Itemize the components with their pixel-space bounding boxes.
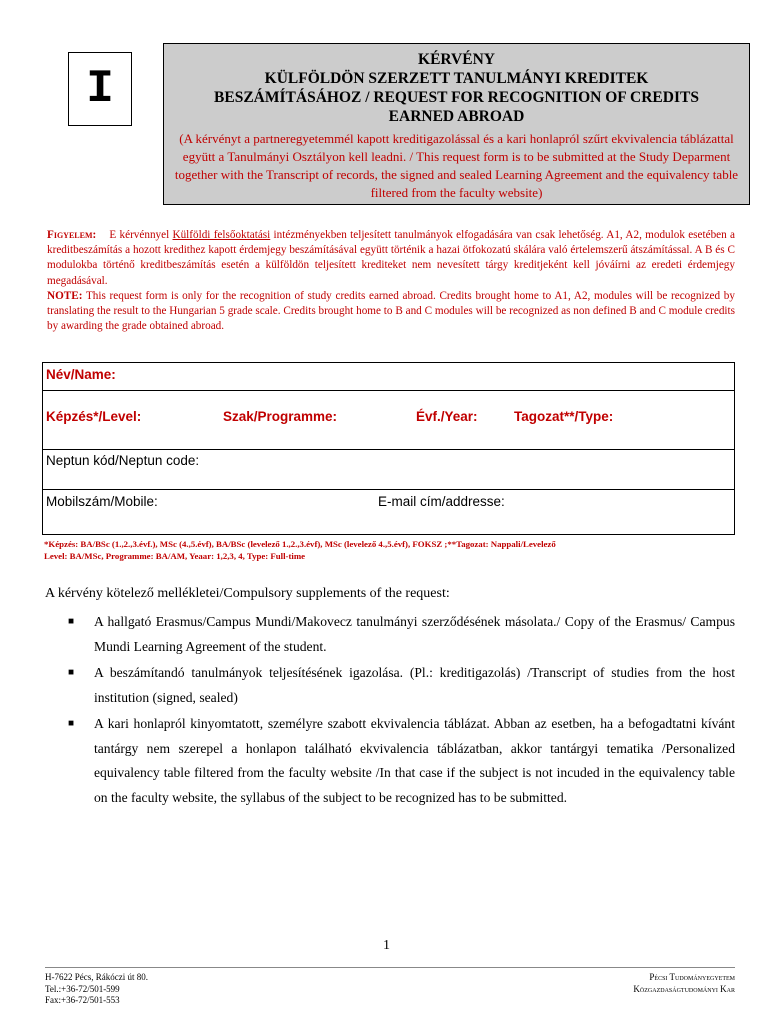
name-field-label: Név/Name: <box>46 367 116 382</box>
footer-university: Pécsi Tudományegyetem <box>649 972 735 982</box>
form-divider <box>43 489 734 490</box>
submission-instructions: (A kérvényt a partneregyetemmél kapott kreditigazolással és a kari honlapról szűrt ekvivalencia táblázattal együtt a Tanulmányi Osztályon kell leadni. / This request form is to be submitted at the Study Deparment together with the Transcript of records, the signed and sealed Learning Agreement and the equivalency table filtered from the faculty website) <box>174 131 739 200</box>
type-field-label: Tagozat**/Type: <box>514 409 614 424</box>
note-text: This request form is only for the recognition of study credits earned abroad. Credits brought home to A1, A2, modules will be recognized by translating the result to the Hungarian 5 grade scale. Credits brought home to B and C modules will be recognized as non defined B and C module credits by awarding the grade obtained abroad. <box>47 289 735 333</box>
warning-link-text[interactable]: Külföldi felsőoktatási <box>172 229 271 241</box>
warning-paragraph <box>47 228 735 334</box>
title-line: KÉRVÉNY <box>418 51 495 68</box>
list-item-text: A kari honlapról kinyomtatott, személyre szabott ekvivalencia táblázat. Abban az esetben, ha a befogadtatni kívánt tantárgy nem szerepel a honlapon található ekvivalencia táblázatban, akkor tantárgyi tematika /Personalized equivalency table filtered from the faculty website /In that case if the subject is not incuded in the equivalency table on the faculty website, the syllabus of the subject to be recognized has to be submitted. <box>94 716 735 805</box>
list-item <box>68 610 735 659</box>
email-field-label: E-mail cím/addresse: <box>378 494 505 509</box>
supplements-title: A kérvény kötelező mellékletei/Compulsory supplements of the request: <box>45 586 450 601</box>
warning-text-before: E kérvénnyel <box>109 229 173 241</box>
programme-field-label: Szak/Programme: <box>223 409 338 424</box>
bullet-square-icon: ■ <box>68 667 75 678</box>
footnote-line: Level: BA/MSc, Programme: BA/AM, Yeaar: 1,2,3, 4, Type: Full-time <box>44 551 306 561</box>
page-number: 1 <box>383 938 390 953</box>
footnote-line: *Képzés: BA/BSc (1.,2.,3.évf.), MSc (4.,5.évf), BA/BSc (levelező 1.,2.,3.évf), MSc (levelező 4.,5.évf), FOKSZ ;**Tagozat: Nappali/Levelező <box>44 539 556 549</box>
title-box <box>163 43 750 205</box>
bullet-square-icon: ■ <box>68 718 75 729</box>
list-item <box>68 661 735 710</box>
student-data-box <box>42 362 735 535</box>
form-code-badge: I <box>68 52 132 126</box>
warning-label: Figyelem: <box>47 229 97 241</box>
neptun-field-label: Neptun kód/Neptun code: <box>46 453 200 468</box>
mobile-field-label: Mobilszám/Mobile: <box>46 494 158 509</box>
year-field-label: Évf./Year: <box>416 409 478 424</box>
note-label: NOTE: <box>47 289 83 302</box>
warning-text-after: intézményekben teljesített tanulmányok elfogadására van csak lehetőség. A1, A2, modulok esetében a kreditbeszámítás a hozott kredithez kapott érdemjegy beszámításával együtt történik a hazai ötfokozatú skálára való értelemszerű átszámítással. A B és C modulokba történő kreditbeszámítás esetén a külföldön teljesített krediteket nem nevesített tárgy kreditjeként kell jóváírni az eredeti érdemjegy megadásával. <box>47 229 735 287</box>
level-footnote <box>44 538 734 562</box>
footer-divider <box>45 967 735 968</box>
form-divider <box>43 390 734 391</box>
footer-contact <box>45 972 148 1007</box>
footer-tel: Tel.:+36-72/501-599 <box>45 983 120 994</box>
footer-fax: Fax:+36-72/501-553 <box>45 995 120 1005</box>
footer-faculty: Közgazdaságtudományi Kar <box>633 983 735 994</box>
list-item-text: A hallgató Erasmus/Campus Mundi/Makovecz tanulmányi szerződésének másolata./ Copy of the Erasmus/ Campus Mundi Learning Agreement of the student. <box>94 614 735 654</box>
title-line: EARNED ABROAD <box>388 108 525 125</box>
footer-address: H-7622 Pécs, Rákóczi út 80. <box>45 972 148 982</box>
bullet-square-icon: ■ <box>68 616 75 627</box>
footer-institution <box>560 972 735 995</box>
form-divider <box>43 449 734 450</box>
title-line: BESZÁMÍTÁSÁHOZ / REQUEST FOR RECOGNITION OF CREDITS <box>214 89 699 106</box>
list-item <box>68 712 735 810</box>
list-item-text: A beszámítandó tanulmányok teljesítésének igazolása. (Pl.: kreditigazolás) /Transcript of studies from the host institution (signed, sealed) <box>94 665 735 705</box>
title-line: KÜLFÖLDÖN SZERZETT TANULMÁNYI KREDITEK <box>264 70 649 87</box>
level-field-label: Képzés*/Level: <box>46 409 142 424</box>
supplements-list <box>68 610 735 812</box>
